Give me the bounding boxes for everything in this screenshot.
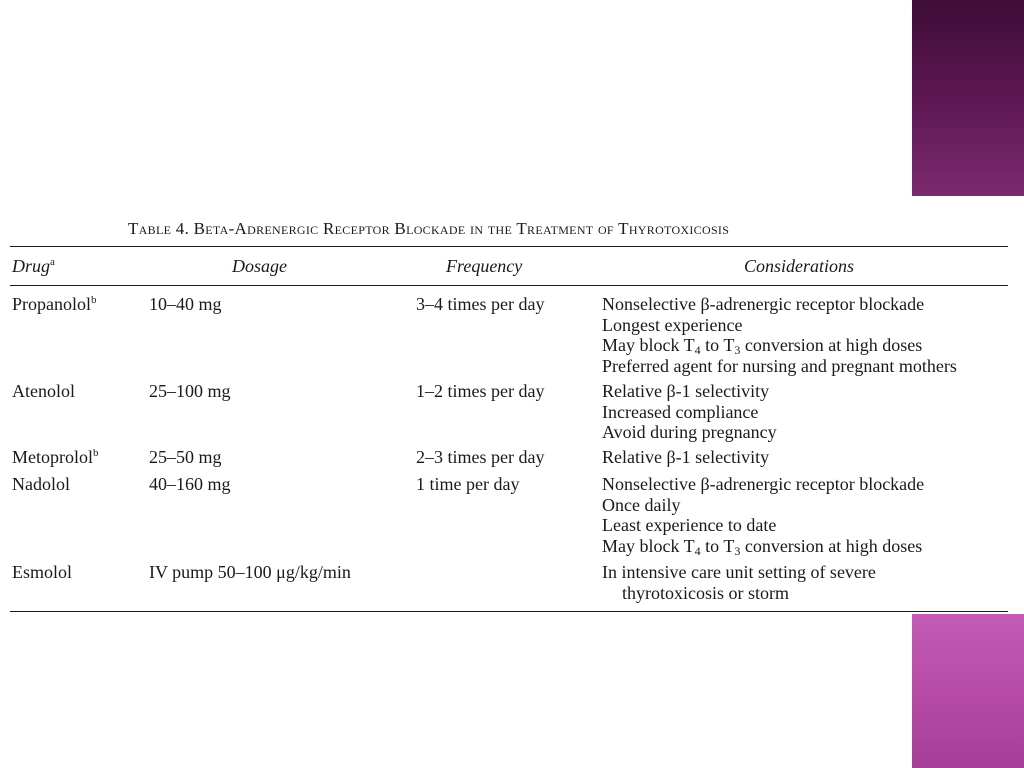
consideration-line: Increased compliance xyxy=(602,401,759,422)
drug-frequency: 2–3 times per day xyxy=(416,447,545,467)
decorative-bar-bottom xyxy=(912,614,1024,768)
drug-frequency: 3–4 times per day xyxy=(416,294,545,314)
consideration-line: Longest experience xyxy=(602,314,743,335)
drug-frequency: 1 time per day xyxy=(416,474,520,494)
header-drug-footnote: a xyxy=(50,256,55,268)
consideration-line: Nonselective β-adrenergic receptor blockade xyxy=(602,474,925,494)
drug-dosage: 25–100 mg xyxy=(149,381,231,401)
drug-frequency: 1–2 times per day xyxy=(416,381,545,401)
drug-dosage: 10–40 mg xyxy=(149,294,222,314)
drug-name xyxy=(12,294,97,315)
table-top-rule xyxy=(10,246,1008,247)
header-drug xyxy=(12,256,55,277)
drug-dosage: IV pump 50–100 μg/kg/min xyxy=(149,562,351,582)
drug-considerations xyxy=(602,447,769,468)
header-frequency: Frequency xyxy=(446,256,523,276)
table-bottom-rule xyxy=(10,611,1008,612)
consideration-line: Relative β-1 selectivity xyxy=(602,447,770,467)
drug-name xyxy=(12,474,70,495)
drug-name xyxy=(12,381,75,402)
drug-name-text: Propanolol xyxy=(12,294,91,314)
consideration-line: Avoid during pregnancy xyxy=(602,422,777,442)
drug-name-text: Esmolol xyxy=(12,562,73,582)
drug-considerations xyxy=(602,381,777,443)
table-title: Table 4. Beta-Adrenergic Receptor Blockade in the Treatment of Thyrotoxicosis xyxy=(128,219,730,238)
drug-name-text: Metoprolol xyxy=(12,447,93,467)
drug-name xyxy=(12,447,99,468)
header-considerations: Considerations xyxy=(744,256,855,276)
drug-considerations xyxy=(602,294,957,376)
table-header-rule xyxy=(10,285,1008,286)
drug-footnote: b xyxy=(93,447,99,459)
drug-considerations xyxy=(602,474,924,556)
header-drug-label: Drug xyxy=(12,256,51,276)
drug-footnote: b xyxy=(91,294,97,306)
consideration-line: Once daily xyxy=(602,494,681,515)
drug-name xyxy=(12,562,72,583)
decorative-bar-top xyxy=(912,0,1024,196)
consideration-line: May block $T_4$ to $T_3$ conversion at high doses xyxy=(602,535,923,558)
header-dosage: Dosage xyxy=(232,256,287,276)
drug-name-text: Nadolol xyxy=(12,474,70,494)
consideration-line: May block $T_4$ to $T_3$ conversion at high doses xyxy=(602,335,923,357)
consideration-line: Nonselective β-adrenergic receptor blockade xyxy=(602,294,925,314)
consideration-line: thyrotoxicosis or storm xyxy=(622,582,789,603)
consideration-line: In intensive care unit setting of severe xyxy=(602,562,876,582)
drug-dosage: 40–160 mg xyxy=(149,474,231,494)
drug-dosage: 25–50 mg xyxy=(149,447,222,467)
consideration-line: Preferred agent for nursing and pregnant mothers xyxy=(602,355,957,376)
consideration-line: Relative β-1 selectivity xyxy=(602,381,770,401)
drug-name-text: Atenolol xyxy=(12,381,75,401)
drug-considerations xyxy=(602,562,876,603)
consideration-line: Least experience to date xyxy=(602,515,777,535)
